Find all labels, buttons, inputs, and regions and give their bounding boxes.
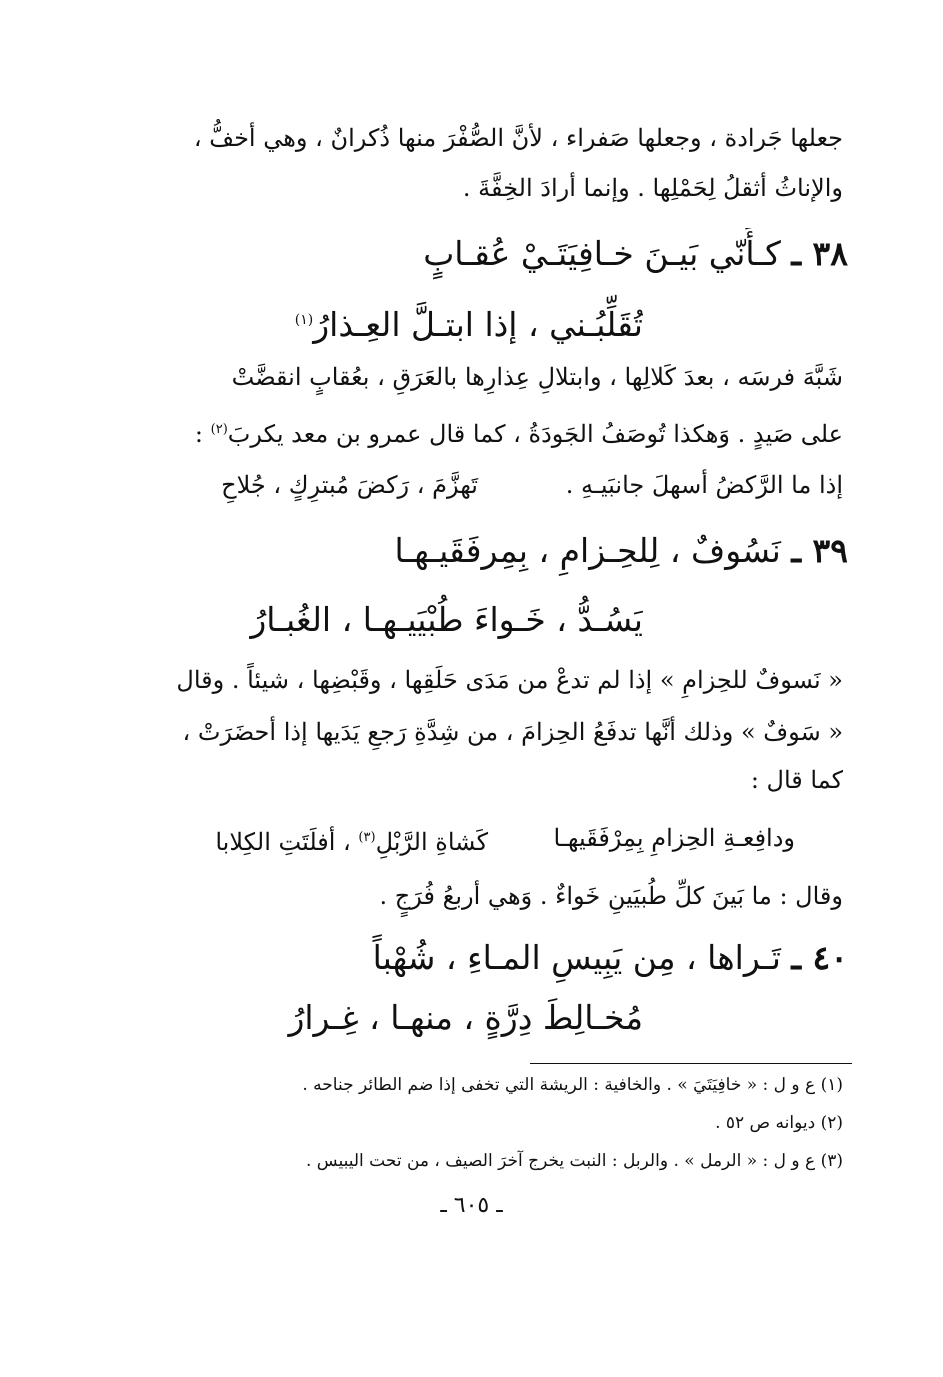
commentary-line: [83, 410, 843, 456]
prose-line: والإناثُ أثقلُ لِحَمْلِها . وإنما أرادَ الخِفَّةَ .: [462, 174, 843, 202]
hemistich-text: ، أفلَتَتِ الكِلابا: [215, 828, 351, 856]
prose-line: جعلها جَرادة ، وجعلها صَفراء ، لأنَّ الصُّفْرَ منها ذُكرانٌ ، وهي أخفُّ ،: [193, 124, 843, 152]
footnote: (٣) ع و ل : « الرمل » . والربل : النبت يخرج آخرَ الصيف ، من تحت اليبيس .: [305, 1151, 843, 1171]
footnote-marker: (٢): [210, 422, 228, 437]
quoted-hemistich-right: إذا ما الرَّكضُ أسهلَ جانبَيـهِ .: [565, 471, 843, 499]
commentary-line: شَبَّهَ فرسَه ، بعدَ كَلالِها ، وابتلالِ عِذارِها بالعَرَقِ ، بعُقابٍ انقضَّتْ: [231, 363, 843, 391]
hemistich-text: تُقَلِّبُـني ، إذا ابتـلَّ العِـذارُ: [313, 305, 643, 344]
verse-40-first-hemistich: [288, 932, 848, 990]
commentary-text: على صَيدٍ . وَهكذا تُوصَفُ الجَودَةُ ، كما قال عمرو بن معد يكربَ: [227, 420, 843, 448]
verse-38-first-hemistich: [248, 228, 848, 286]
quoted-hemistich-right: ودافِعـةِ الحِزامِ بِمِرْفَقَيهـا: [553, 824, 795, 852]
commentary-line: « سَوفٌ » وذلك أنَّها تدفَعُ الحِزامَ ، من شِدَّةِ رَجعِ يَدَيها إذا أحضَرَتْ ،: [182, 718, 843, 746]
footnote: (١) ع و ل : « خافِيَتَيَ » . والخافية : الريشة التي تخفى إذا ضم الطائر جناحه .: [302, 1075, 843, 1095]
verse-38-second-hemistich: [83, 294, 643, 352]
footnote-separator: [530, 1063, 852, 1064]
verse-number: ٣٩ ـ: [791, 531, 848, 570]
hemistich-text: نَسُوفٌ ، لِلحِـزامِ ، بِمِرفَقَيـهـا: [394, 531, 781, 570]
colon: :: [194, 420, 203, 448]
hemistich-text: كـأَنّي بَيـنَ خـافِيَتَـيْ عُقـابٍ: [423, 234, 781, 273]
footnote-marker: (١): [294, 312, 314, 328]
verse-40-second-hemistich: مُخـالِطَ دِرَّةٍ ، منهـا ، غِـرارُ: [288, 998, 643, 1037]
verse-number: ٣٨ ـ: [791, 234, 848, 273]
quoted-hemistich-left: تَهزَّمَ ، رَكضَ مُبترِكٍ ، جُلاحِ: [221, 471, 478, 499]
footnote-marker: (٣): [358, 830, 376, 845]
footnote: (٢) ديوانه ص ٥٢ .: [715, 1113, 843, 1133]
verse-39-second-hemistich: يَسُـدُّ ، خَـواءَ طُبْيَيـهـا ، الغُبـارُ: [250, 600, 643, 639]
verse-number: ٤٠ ـ: [791, 938, 848, 977]
page-number: ـ ٦٠٥ ـ: [440, 1193, 503, 1218]
verse-39-first-hemistich: [288, 525, 848, 583]
commentary-line: كما قال :: [750, 766, 843, 794]
hemistich-text: تَـراها ، مِن يَبِيسِ المـاءِ ، شُهْباً: [372, 938, 781, 977]
hemistich-text: كَشاةِ الرَّبْلِ: [375, 828, 488, 856]
quoted-hemistich-left: [215, 818, 488, 862]
commentary-line: وقال : ما بَينَ كلِّ طُبيَينِ خَواءٌ . وَهي أربعُ فُرَجٍ .: [379, 882, 843, 910]
commentary-line: « نَسوفٌ للحِزامِ » إذا لم تدعْ من مَدَى حَلَقِها ، وقَبْضِها ، شيئاً . وقال: [176, 666, 843, 694]
